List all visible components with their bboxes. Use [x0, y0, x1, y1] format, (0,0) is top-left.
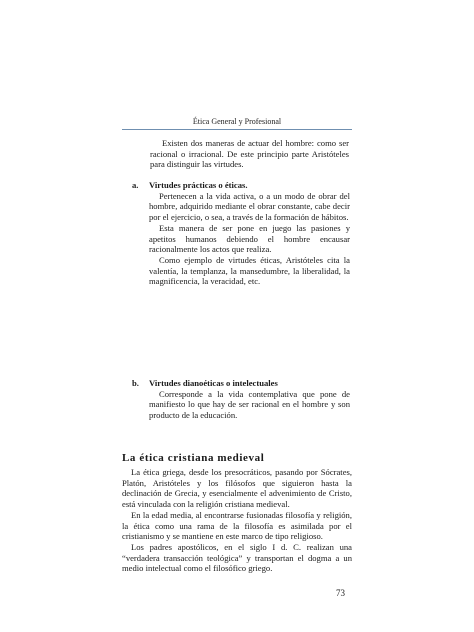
header-rule [122, 129, 352, 130]
running-head: Ética General y Profesional [192, 117, 282, 126]
section-heading: La ética cristiana medieval [122, 452, 265, 464]
virtue-paragraph: Pertenecen a la vida activa, o a un modo de obrar del hombre, adquirido mediante el obrar constante, cabe decir por el ejercicio, o sea, a través de la formación de hábitos. [149, 190, 350, 223]
section-paragraph: La ética griega, desde los presocráticos, pasando por Sócrates, Platón, Aristóteles y los filósofos que siguieron hasta la declinación de Grecia, y esencialmente el advenimiento de Cristo, está vinculada con la religión cristiana medieval. [122, 467, 352, 510]
virtue-heading-text: Virtudes prácticas o éticas. [149, 180, 248, 190]
virtue-heading-text: Virtudes dianoéticas o intelectuales [149, 378, 278, 388]
intro-paragraph: Existen dos maneras de actuar del hombre: como ser racional o irracional. De este principio parte Aristóteles para distinguir las virtudes. [150, 138, 349, 170]
virtue-paragraph: Esta manera de ser pone en juego las pasiones y apetitos humanos debiendo el hombre encausar racionalmente los actos que realiza. [149, 222, 350, 255]
virtue-paragraph: Corresponde a la vida contemplativa que pone de manifiesto lo que hay de ser racional en el hombre y son producto de la educación. [149, 388, 350, 421]
section-body [122, 467, 352, 574]
list-marker: a. [132, 180, 139, 190]
virtue-heading [132, 378, 350, 389]
virtue-item-b [132, 378, 350, 421]
virtue-paragraph: Como ejemplo de virtudes éticas, Aristóteles cita la valentía, la templanza, la mansedumbre, la liberalidad, la magnificencia, la veracidad, etc. [149, 254, 350, 287]
virtue-item-a [132, 180, 350, 287]
section-paragraph: En la edad media, al encontrarse fusionadas filosofía y religión, la ética como una rama de la filosofía es asimilada por el cristianismo y se mantiene en este marco de tipo religioso. [122, 509, 352, 542]
section-paragraph: Los padres apostólicos, en el siglo I d. C. realizan una “verdadera transacción teológica” y transportan el dogma a un medio intelectual como el filosófico griego. [122, 541, 352, 574]
page-number: 73 [336, 588, 345, 598]
list-marker: b. [132, 378, 139, 388]
virtue-heading [132, 180, 350, 191]
